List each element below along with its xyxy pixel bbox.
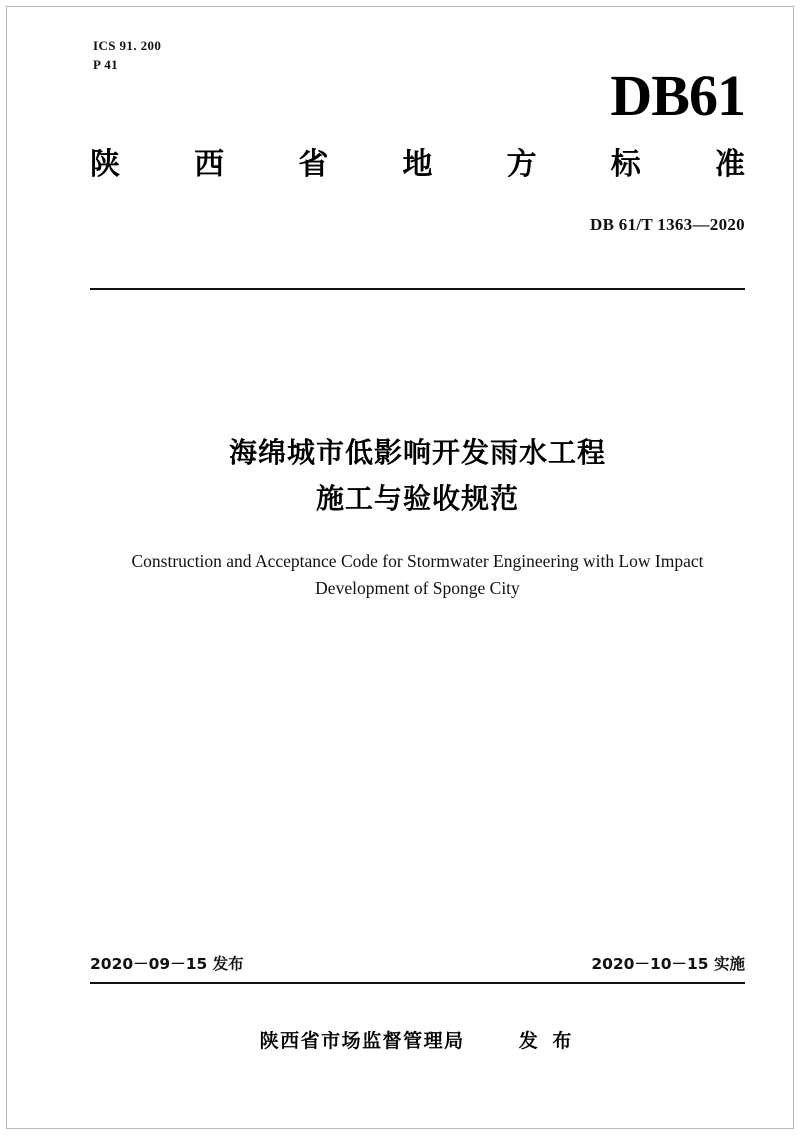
publish-label: 发 布 — [518, 1030, 576, 1052]
issue-date: 2020－09－15 发布 — [90, 955, 244, 973]
heading-char-3: 地 — [402, 147, 433, 182]
publisher-row — [90, 1026, 745, 1053]
ics-number: ICS 91. 200 — [93, 38, 162, 53]
standard-series-logo: DB61 — [610, 63, 745, 128]
dates-row — [90, 952, 745, 974]
heading-char-2: 省 — [298, 147, 329, 182]
effective-date: 2020－10－15 实施 — [591, 955, 745, 973]
standard-number: DB 61/T 1363—2020 — [590, 215, 745, 234]
header-divider — [90, 288, 745, 290]
cover-content — [90, 0, 745, 1135]
heading-char-6: 准 — [714, 147, 745, 182]
document-title-chinese-line2: 施工与验收规范 — [315, 482, 519, 515]
publisher-name: 陕西省市场监督管理局 — [259, 1030, 465, 1052]
ics-category-code: P 41 — [93, 57, 119, 72]
document-title-english-line2: Development of Sponge City — [315, 578, 520, 598]
document-title-english — [90, 548, 745, 602]
heading-char-5: 标 — [610, 147, 641, 182]
document-title-english-line1: Construction and Acceptance Code for Stormwater Engineering with Low Impact — [131, 551, 704, 571]
ics-classification-block — [93, 36, 161, 74]
document-title-chinese — [90, 430, 745, 522]
heading-char-1: 西 — [194, 147, 225, 182]
footer-divider — [90, 982, 745, 984]
heading-char-4: 方 — [506, 147, 537, 182]
heading-char-0: 陕 — [90, 147, 120, 182]
province-standard-heading — [90, 148, 745, 182]
document-title-chinese-line1: 海绵城市低影响开发雨水工程 — [228, 436, 606, 469]
